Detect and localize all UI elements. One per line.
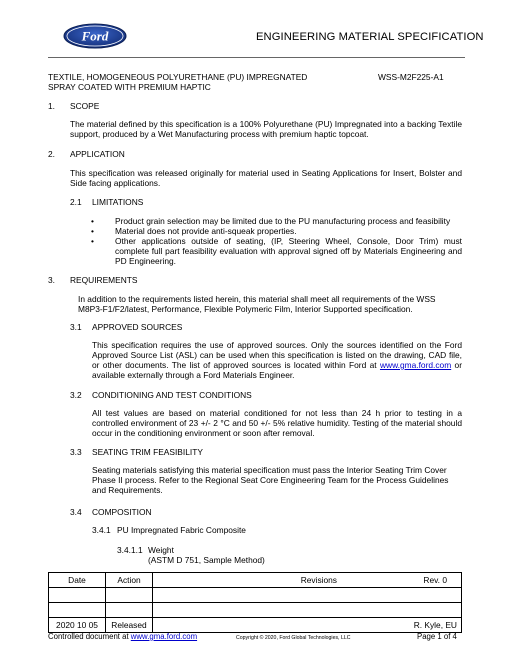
cell-action — [106, 603, 153, 618]
section-3-4-number: 3.4 — [70, 507, 82, 517]
ford-logo — [63, 23, 127, 49]
limitations-list — [91, 216, 462, 266]
subject-line-1: TEXTILE, HOMOGENEOUS POLYURETHANE (PU) IMPREGNATED — [48, 72, 308, 82]
limitation-item: • Material does not provide anti-squeak properties. — [91, 226, 297, 236]
section-3-number: 3. — [48, 275, 55, 285]
copyright-notice: Copyright © 2020, Ford Global Technologies, LLC — [236, 635, 351, 641]
section-2-title: APPLICATION — [70, 149, 125, 159]
spec-number: WSS-M2F225-A1 — [378, 72, 444, 82]
section-3-4-1-number: 3.4.1 — [92, 525, 111, 535]
limitation-item: • Product grain selection may be limited due to the PU manufacturing process and feasibility — [91, 216, 451, 226]
section-3-1-number: 3.1 — [70, 322, 82, 332]
application-text: This specification was released originally for material used in Seating Applications for Insert, Bolster and Side facing applications. — [70, 168, 462, 188]
bullet-icon: • — [91, 226, 94, 236]
bullet-icon: • — [91, 236, 94, 246]
section-3-1-title: APPROVED SOURCES — [92, 322, 183, 332]
cell-date: 2020 10 05 — [49, 618, 106, 633]
section-2-1-title: LIMITATIONS — [92, 197, 144, 207]
table-row — [49, 603, 462, 618]
revision-table — [48, 572, 462, 633]
section-2-number: 2. — [48, 149, 55, 159]
cell-action: Released — [106, 618, 153, 633]
section-3-4-1-1-number: 3.4.1.1 — [117, 545, 143, 555]
cell-date — [49, 588, 106, 603]
footer-gma-link[interactable]: www.gma.ford.com — [130, 632, 198, 641]
cell-date — [49, 603, 106, 618]
section-3-4-title: COMPOSITION — [92, 507, 152, 517]
gma-link[interactable]: www.gma.ford.com — [379, 360, 452, 370]
document-type-title: ENGINEERING MATERIAL SPECIFICATION — [256, 31, 484, 43]
section-3-4-1-1-title: Weight — [148, 545, 174, 555]
page-number: Page 1 of 4 — [417, 632, 457, 641]
section-3-title: REQUIREMENTS — [70, 275, 138, 285]
col-date-header: Date — [49, 573, 106, 588]
section-3-2-number: 3.2 — [70, 390, 82, 400]
subject-line-2: SPRAY COATED WITH PREMIUM HAPTIC — [48, 82, 211, 92]
weight-test-method: (ASTM D 751, Sample Method) — [148, 555, 265, 565]
col-revisions-header: Revisions Rev. 0 — [153, 573, 462, 588]
section-1-title: SCOPE — [70, 101, 100, 111]
section-3-2-title: CONDITIONING AND TEST CONDITIONS — [92, 390, 252, 400]
scope-text: The material defined by this specification is a 100% Polyurethane (PU) Impregnated into a backing Textile support, produced by a Wet Manufacturing process with premium haptic topcoat. — [70, 119, 462, 139]
seating-trim-text: Seating materials satisfying this material specification must pass the Interior Seating Trim Cover Phase II process. Refer to the Regional Seat Core Engineering Team for the Process Guidelines and Requirements. — [92, 465, 449, 495]
cell-revisions: R. Kyle, EU — [153, 618, 462, 633]
cell-revisions — [153, 603, 462, 618]
table-row — [49, 618, 462, 633]
cell-action — [106, 588, 153, 603]
logo-text: Ford — [81, 28, 109, 44]
limitation-item: • Other applications outside of seating, (IP, Steering Wheel, Console, Door Trim) must complete full part feasibility evaluation with approval signed off by Materials Engineering and PD Engineering. — [91, 236, 462, 266]
section-3-3-title: SEATING TRIM FEASIBILITY — [92, 447, 203, 457]
controlled-document-note: Controlled document at www.gma.ford.com — [48, 632, 198, 641]
col-action-header: Action — [106, 573, 153, 588]
revision-header-row — [49, 573, 462, 588]
requirements-text: In addition to the requirements listed herein, this material shall meet all requirements of the WSS M8P3-F1/F2/latest, Performance, Flexible Polymeric Film, Interior Supported specification. — [78, 294, 436, 314]
section-2-1-number: 2.1 — [70, 197, 82, 207]
section-3-3-number: 3.3 — [70, 447, 82, 457]
cell-revisions — [153, 588, 462, 603]
section-1-number: 1. — [48, 101, 55, 111]
approved-sources-text: This specification requires the use of approved sources. Only the sources identified on the Ford Approved Source List (ASL) can be used when this specification is listed on the drawing, CAD file, or other documents. The list of approved sources is located within Ford at www.gma.ford.com or available externally through a Ford Materials Engineer. — [92, 340, 462, 380]
section-3-4-1-title: PU Impregnated Fabric Composite — [117, 525, 246, 535]
bullet-icon: • — [91, 216, 94, 226]
conditioning-text: All test values are based on material conditioned for not less than 24 h prior to testing in a controlled environment of 23 +/- 2 °C and 50 +/- 5% relative humidity. Testing of the material should occur in the conditioning environment or soon after removal. — [92, 408, 462, 438]
header-divider — [48, 57, 465, 58]
table-row — [49, 588, 462, 603]
